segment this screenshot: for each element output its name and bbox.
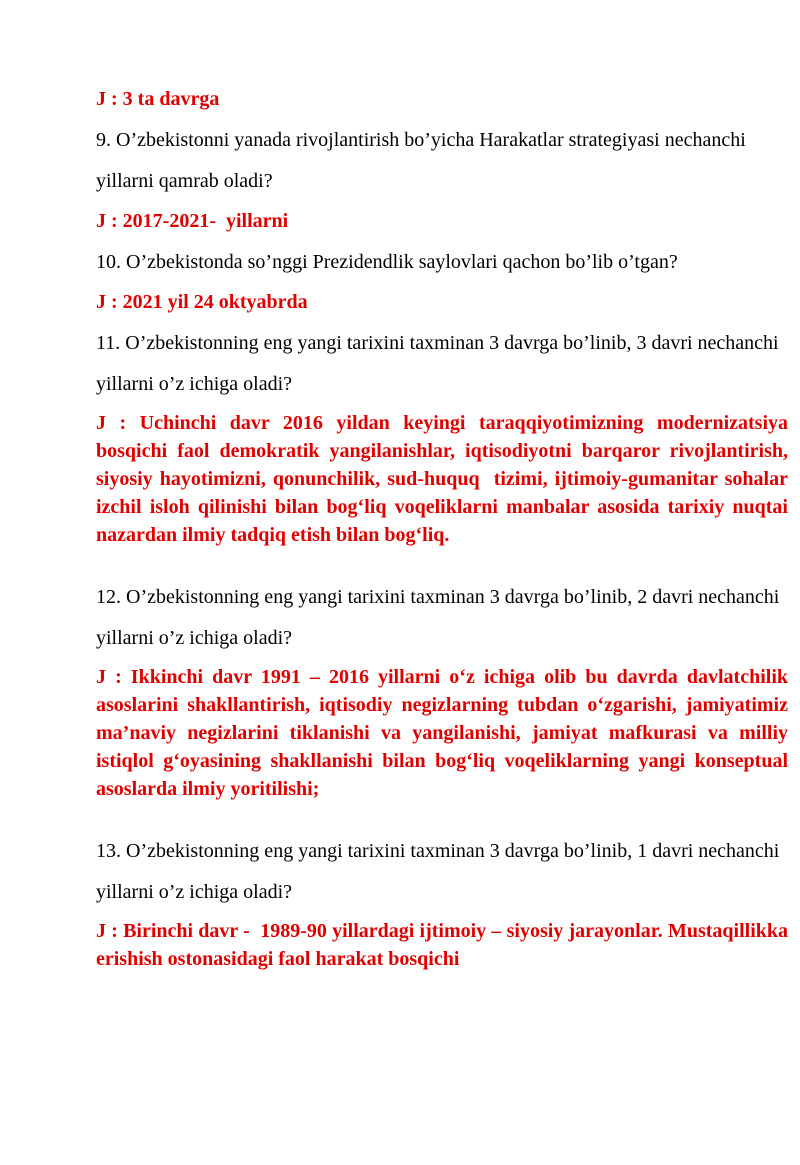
question-12: 12. O’zbekistonning eng yangi tarixini taxminan 3 davrga bo’linib, 2 davri nechanchi yillarni o’z ichiga oladi? — [96, 586, 780, 649]
answer-8: J : 3 ta davrga — [96, 88, 220, 110]
question-9: 9. O’zbekistonni yanada rivojlantirish bo’yicha Harakatlar strategiyasi nechanchi yillarni qamrab oladi? — [96, 129, 746, 192]
answer-13: J : Birinchi davr - 1989-90 yillardagi ijtimoiy – siyosiy jarayonlar. Mustaqillikka erishish ostonasidagi faol harakat bosqichi — [96, 920, 793, 970]
question-13: 13. O’zbekistonning eng yangi tarixini taxminan 3 davrga bo’linib, 1 davri nechanchi yillarni o’z ichiga oladi? — [96, 840, 780, 903]
answer-11: J : Uchinchi davr 2016 yildan keyingi taraqqiyotimizning modernizatsiya bosqichi faol demokratik yangilanishlar, iqtisodiyotni barqaror rivojlantirish, siyosiy hayotimizni, qonunchilik, sud-huquq tizimi, ijtimoiy-gumanitar sohalar izchil isloh qilinishi bilan bog‘liq voqeliklarni manbalar asosida tarixiy nuqtai nazardan ilmiy tadqiq etish bilan bog‘liq. — [96, 412, 793, 546]
paragraph-gap — [96, 549, 788, 577]
answer-10: J : 2021 yil 24 oktyabrda — [96, 291, 308, 313]
document-page — [96, 84, 793, 973]
question-10: 10. O’zbekistonda so’nggi Prezidendlik saylovlari qachon bo’lib o’tgan? — [96, 251, 678, 273]
answer-9: J : 2017-2021- yillarni — [96, 210, 289, 232]
question-11: 11. O’zbekistonning eng yangi tarixini taxminan 3 davrga bo’linib, 3 davri nechanchi yillarni o’z ichiga oladi? — [96, 332, 779, 395]
answer-12: J : Ikkinchi davr 1991 – 2016 yillarni o‘z ichiga olib bu davrda davlatchilik asoslarini shakllantirish, iqtisodiy negizlarning tubdan o‘zgarishi, jamiyatimiz ma’naviy negizlarini tiklanishi va yangilanishi, jamiyat mafkurasi va milliy istiqlol g‘oyasining shakllanishi bilan bog‘liq voqeliklarning yangi konseptual asoslarda ilmiy yoritilishi; — [96, 666, 793, 800]
paragraph-gap — [96, 803, 788, 831]
